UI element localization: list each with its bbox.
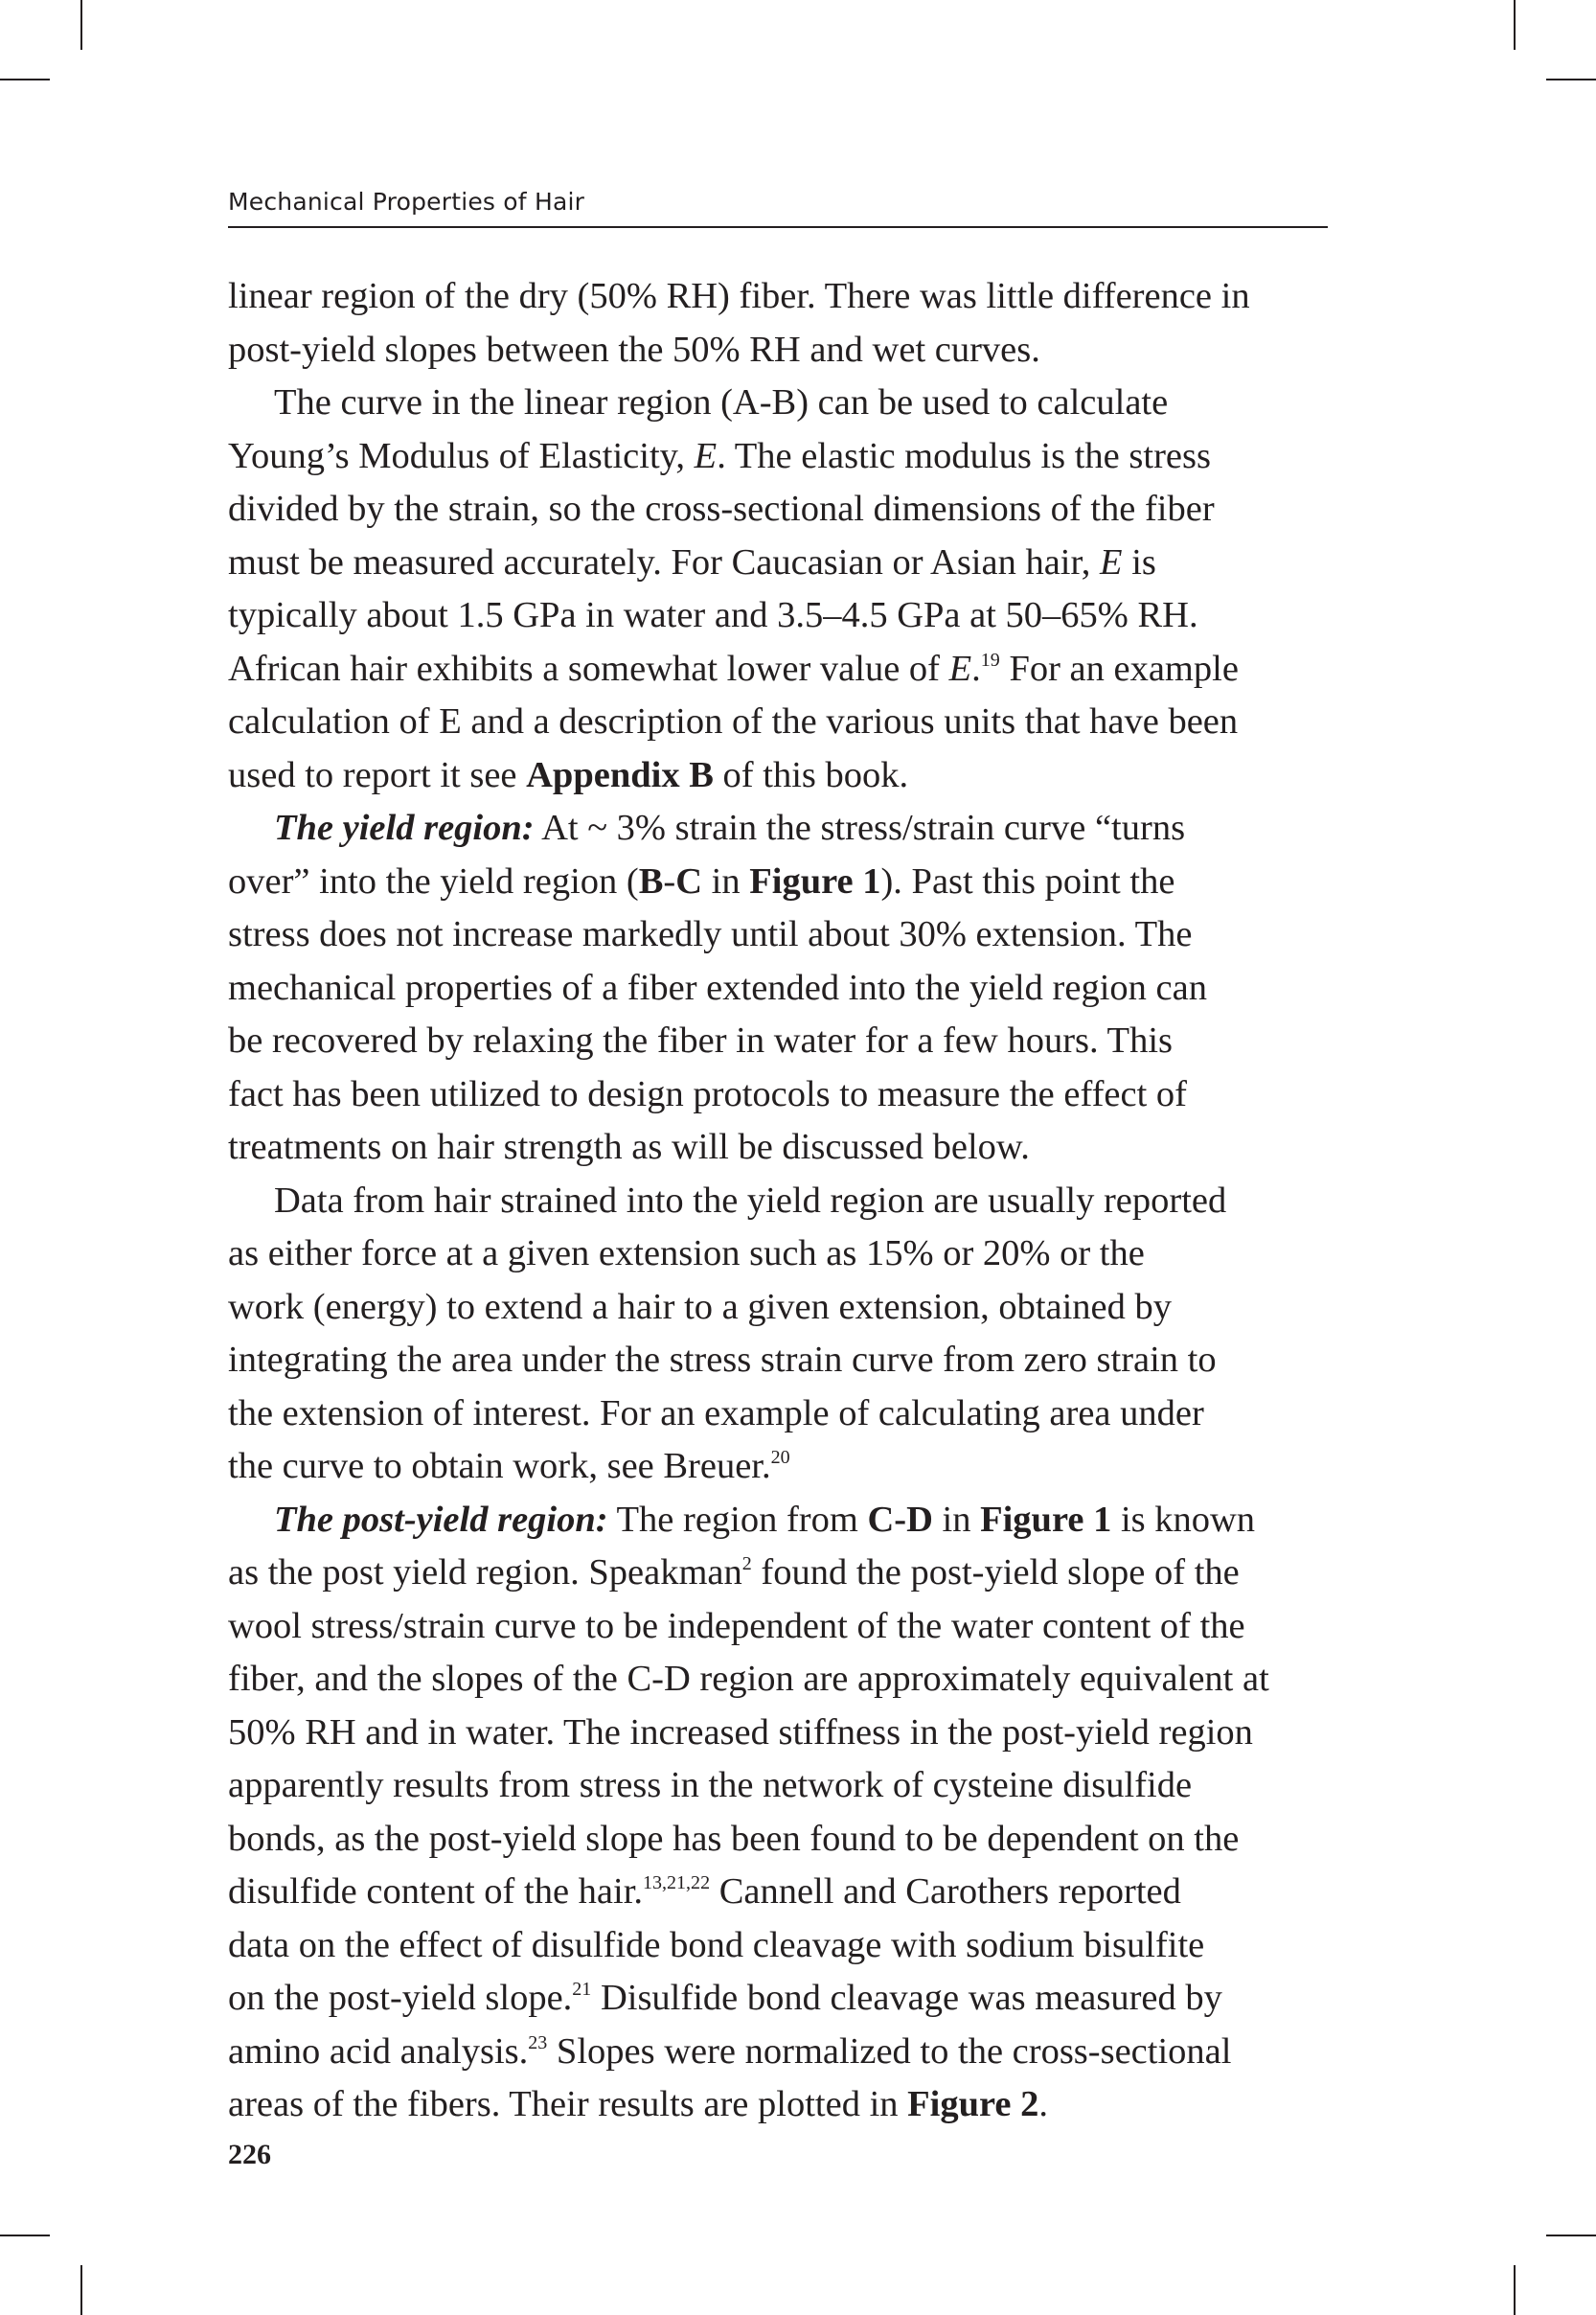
- figure-reference: Figure 1: [980, 1499, 1112, 1540]
- text-line: areas of the fibers. Their results are plotted in Figure 2.: [228, 2084, 1049, 2124]
- text-line: be recovered by relaxing the fiber in water for a few hours. This: [228, 1020, 1173, 1061]
- symbol-e: E: [694, 435, 718, 476]
- text-line: disulfide content of the hair.$^{13,21,22}$ Cannell and Carothers reported: [228, 1871, 1181, 1912]
- text-line: on the post-yield slope.$^{21}$ Disulfide bond cleavage was measured by: [228, 1978, 1222, 2018]
- reference-superscript: 2: [741, 1553, 752, 1574]
- text-line: The yield region: At ~ 3% strain the stress/strain curve “turns: [274, 808, 1186, 848]
- reference-superscript: 19: [980, 649, 1000, 671]
- crop-mark-bottom-left-vertical: [80, 2265, 82, 2315]
- paragraph-3: [228, 802, 1330, 1175]
- reference-superscript: 21: [572, 1979, 592, 2000]
- crop-mark-bottom-left-horizontal: [0, 2235, 50, 2236]
- text-line: divided by the strain, so the cross-sectional dimensions of the fiber: [228, 489, 1215, 529]
- crop-mark-top-left-horizontal: [0, 79, 50, 80]
- paragraph-4: [228, 1175, 1330, 1494]
- text-line: typically about 1.5 GPa in water and 3.5–4.5 GPa at 50–65% RH.: [228, 595, 1198, 635]
- text-line: mechanical properties of a fiber extended into the yield region can: [228, 967, 1207, 1008]
- paragraph-5: [228, 1494, 1330, 2132]
- text-line: Data from hair strained into the yield region are usually reported: [274, 1180, 1227, 1221]
- text-line: the extension of interest. For an example of calculating area under: [228, 1392, 1204, 1433]
- crop-mark-bottom-right-vertical: [1514, 2265, 1516, 2315]
- text-line: integrating the area under the stress strain curve from zero strain to: [228, 1340, 1217, 1380]
- text-line: the curve to obtain work, see Breuer.$^{20}$: [228, 1446, 790, 1486]
- text-line: wool stress/strain curve to be independent of the water content of the: [228, 1605, 1245, 1646]
- paragraph-2: [228, 377, 1330, 802]
- body-text: [228, 270, 1330, 2132]
- text-line: over” into the yield region (B-C in Figure 1). Past this point the: [228, 860, 1175, 902]
- crop-mark-top-right-vertical: [1514, 0, 1516, 50]
- text-line: apparently results from stress in the network of cysteine disulfide: [228, 1765, 1193, 1805]
- page-number: 226: [228, 2139, 271, 2170]
- text-line: amino acid analysis.$^{23}$ Slopes were normalized to the cross-sectional: [228, 2030, 1232, 2072]
- crop-mark-top-right-horizontal: [1546, 79, 1596, 80]
- text-line: as either force at a given extension such as 15% or 20% or the: [228, 1233, 1145, 1273]
- text-line: must be measured accurately. For Caucasian or Asian hair, E is: [228, 541, 1156, 583]
- text-line: African hair exhibits a somewhat lower value of E.$^{19}$ For an example: [228, 648, 1239, 689]
- paragraph-1: [228, 270, 1330, 377]
- crop-mark-top-left-vertical: [80, 0, 82, 50]
- crop-mark-bottom-right-horizontal: [1546, 2235, 1596, 2236]
- reference-superscript: 13,21,22: [643, 1872, 711, 1893]
- figure-reference: Figure 2: [907, 2084, 1039, 2124]
- text-line: linear region of the dry (50% RH) fiber. There was little difference in: [228, 276, 1250, 316]
- section-heading-post-yield-region: The post-yield region:: [274, 1499, 608, 1540]
- text-line: used to report it see Appendix B of this book.: [228, 754, 909, 795]
- text-line: data on the effect of disulfide bond cleavage with sodium bisulfite: [228, 1924, 1205, 1965]
- text-line: as the post yield region. Speakman$^2$ found the post-yield slope of the: [228, 1552, 1240, 1593]
- text-line: stress does not increase markedly until about 30% extension. The: [228, 914, 1193, 954]
- text-line: fact has been utilized to design protocols to measure the effect of: [228, 1073, 1187, 1114]
- text-line: bonds, as the post-yield slope has been found to be dependent on the: [228, 1818, 1240, 1859]
- text-line: The post-yield region: The region from C-D in Figure 1 is known: [274, 1499, 1256, 1540]
- text-line: work (energy) to extend a hair to a given extension, obtained by: [228, 1286, 1173, 1327]
- running-head-rule: [228, 226, 1328, 228]
- reference-superscript: 20: [770, 1447, 790, 1468]
- text-line: post-yield slopes between the 50% RH and wet curves.: [228, 329, 1040, 370]
- figure-reference: Figure 1: [749, 860, 881, 902]
- reference-superscript: 23: [528, 2031, 548, 2053]
- text-line: The curve in the linear region (A-B) can be used to calculate: [274, 382, 1169, 423]
- appendix-reference: Appendix B: [526, 754, 714, 795]
- text-line: Young’s Modulus of Elasticity, E. The elastic modulus is the stress: [228, 435, 1211, 476]
- text-line: fiber, and the slopes of the C-D region are approximately equivalent at: [228, 1659, 1269, 1699]
- text-line: 50% RH and in water. The increased stiffness in the post-yield region: [228, 1711, 1253, 1753]
- text-line: treatments on hair strength as will be discussed below.: [228, 1127, 1030, 1167]
- symbol-e: E: [948, 648, 972, 689]
- running-head: Mechanical Properties of Hair: [228, 188, 585, 216]
- section-heading-yield-region: The yield region:: [274, 808, 535, 848]
- text-line: calculation of E and a description of the various units that have been: [228, 701, 1239, 742]
- symbol-e: E: [1100, 541, 1123, 583]
